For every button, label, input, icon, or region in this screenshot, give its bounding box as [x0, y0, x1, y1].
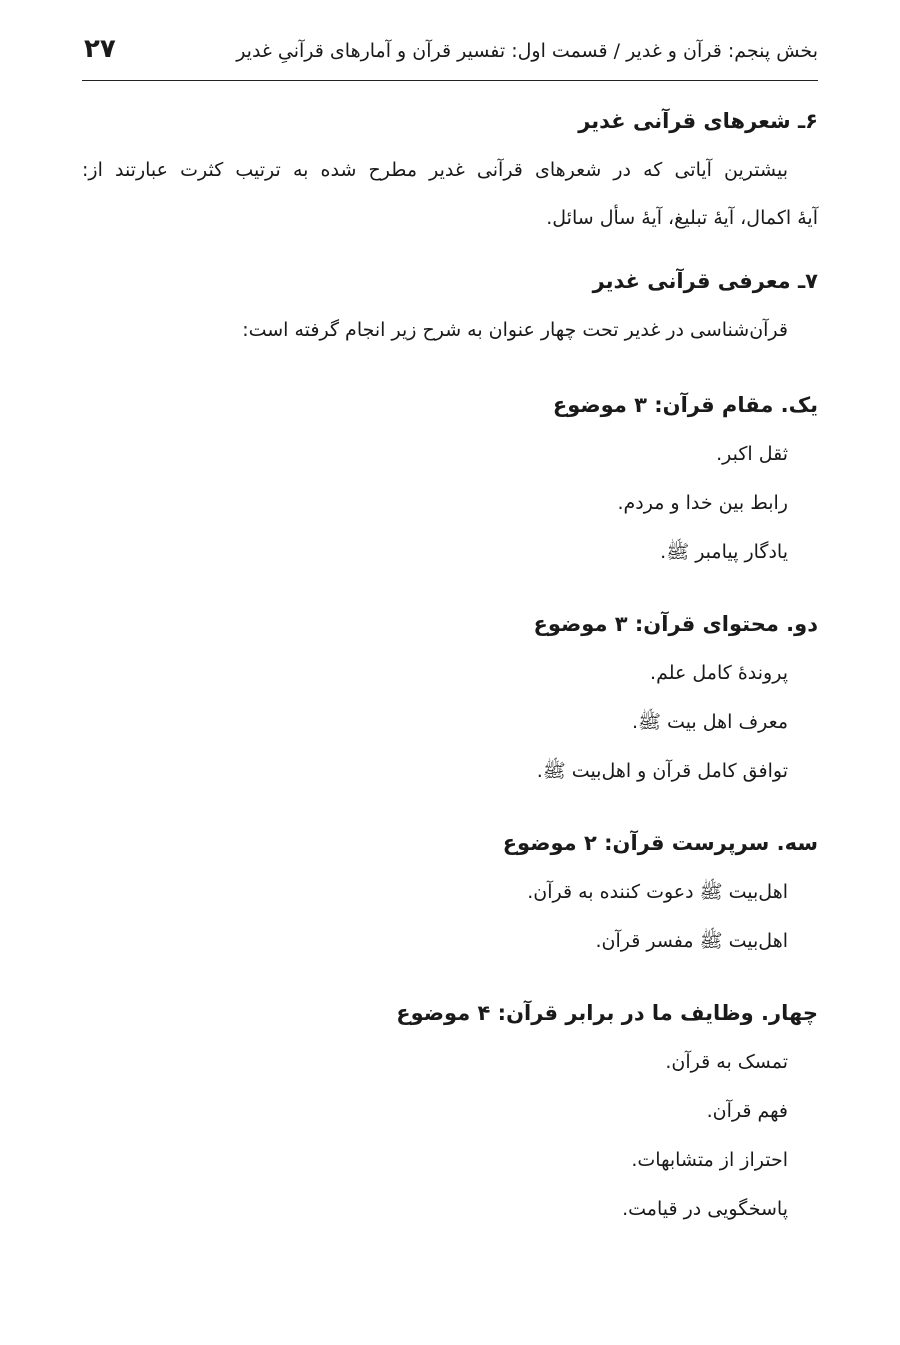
- list-item: اهل‌بیت ﷺ دعوت کننده به قرآن.: [527, 881, 788, 903]
- topic-heading: یک. مقام قرآن: ۳ موضوع: [552, 393, 818, 417]
- list-item: تمسک به قرآن.: [665, 1051, 788, 1073]
- page-content: [82, 96, 818, 1234]
- section-heading: ۷ـ معرفی قرآنی غدیر: [592, 269, 818, 293]
- list-item: فهم قرآن.: [706, 1100, 788, 1122]
- paragraph-line: آیهٔ اکمال، آیهٔ تبلیغ، آیهٔ سأل سائل.: [546, 207, 818, 229]
- list-item: پروندهٔ کامل علم.: [650, 662, 788, 684]
- list-item: یادگار پیامبر ﷺ.: [660, 541, 788, 563]
- list-item: رابط بین خدا و مردم.: [617, 492, 788, 514]
- paragraph-line: بیشترین آیاتی که در شعرهای قرآنی غدیر مطرح شده به ترتیب کثرت عبارتند از:: [82, 159, 788, 181]
- section-heading: ۶ـ شعرهای قرآنی غدیر: [578, 109, 818, 133]
- list-item: احتراز از متشابهات.: [631, 1149, 788, 1171]
- topic-heading: دو. محتوای قرآن: ۳ موضوع: [533, 612, 818, 636]
- list-item: اهل‌بیت ﷺ مفسر قرآن.: [595, 930, 788, 952]
- page-header: [82, 30, 818, 81]
- page-number: ۲۷: [84, 34, 116, 64]
- list-item: معرف اهل بیت ﷺ.: [632, 711, 788, 733]
- topic-heading: سه. سرپرست قرآن: ۲ موضوع: [502, 831, 818, 855]
- list-item: توافق کامل قرآن و اهل‌بیت ﷺ.: [536, 760, 788, 782]
- section-6: [82, 96, 818, 242]
- list-item: پاسخگویی در قیامت.: [622, 1198, 788, 1220]
- section-7: [82, 256, 818, 354]
- list-item: ثقل اکبر.: [716, 443, 788, 465]
- topic-group-3: [82, 818, 818, 966]
- topic-heading: چهار. وظایف ما در برابر قرآن: ۴ موضوع: [396, 1001, 818, 1025]
- running-title: بخش پنجم: قرآن و غدیر / قسمت اول: تفسیر قرآن و آمارهای قرآنیِ غدیر: [236, 40, 818, 62]
- topic-group-1: [82, 380, 818, 577]
- topic-group-4: [82, 988, 818, 1234]
- paragraph: قرآن‌شناسی در غدیر تحت چهار عنوان به شرح زیر انجام گرفته است:: [242, 319, 788, 341]
- topic-group-2: [82, 599, 818, 796]
